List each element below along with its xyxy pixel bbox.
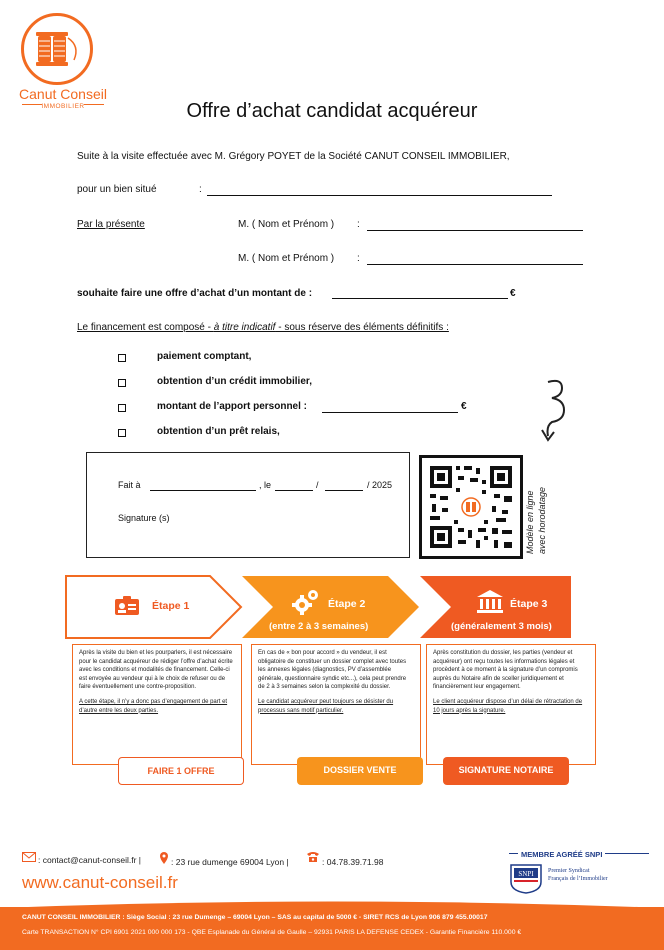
svg-text:SNPI: SNPI — [518, 870, 534, 878]
option-apport: montant de l’apport personnel : — [157, 401, 308, 412]
name-field-2[interactable] — [367, 264, 583, 265]
day-field[interactable] — [275, 490, 313, 491]
step2-box — [251, 644, 421, 765]
name-label-2: M. ( Nom et Prénom ) — [238, 253, 335, 264]
step3-title: Étape 3 — [510, 598, 548, 610]
phone-icon — [306, 851, 320, 862]
intro-text: Suite à la visite effectuée avec M. Grégory POYET de la Société CANUT CONSEIL IMMOBILIER, — [77, 151, 510, 162]
name-colon-1: : — [357, 219, 360, 230]
financement-label: Le financement est composé - à titre indicatif - sous réserve des éléments définitifs : — [77, 322, 449, 333]
step1-note: A cette étape, il n’y a donc pas d’engagement de part et d’autre entre les deux parties. — [79, 698, 228, 714]
date-slash: / — [316, 480, 319, 490]
footer-line1: CANUT CONSEIL IMMOBILIER : Siège Social : 23 rue Dumenge – 69004 Lyon – SAS au capital de 5000 € - SIRET RCS de Lyon 906 879 455.00017 — [22, 914, 488, 921]
step2-text: En cas de « bon pour accord » du vendeur, il est obligatoire de constituer un dossier complet avec toutes les annexes légales (diagnostics, PV d’assemblée générale, questionnaire syndic etc...), cela peut prendre de 2 à 3 semaines selon la complexité du dossier. — [258, 650, 407, 691]
signature-box — [86, 452, 410, 558]
snpi-logo-icon — [510, 864, 542, 894]
step3-text: Après constitution du dossier, les parties (vendeur et acquéreur) ont reçu toutes les informations légales et procèdent à ce moment à la signature d’un compromis auprès du Notaire afin de sceller juridiquement et financièrement leur engagement. — [433, 650, 578, 691]
signature-label: Signature (s) — [118, 513, 170, 523]
year-label: / 2025 — [367, 480, 393, 490]
qr-code-icon — [422, 458, 520, 556]
offre-currency: € — [510, 288, 516, 299]
fait-place-field[interactable] — [150, 490, 256, 491]
dossier-vente-button[interactable]: DOSSIER VENTE — [297, 757, 423, 785]
apport-amount-field[interactable] — [322, 412, 458, 413]
checkbox-apport[interactable] — [118, 404, 126, 412]
step3-subtitle: (généralement 3 mois) — [451, 621, 552, 632]
option-relais: obtention d’un prêt relais, — [157, 426, 280, 437]
gears-icon — [292, 589, 320, 615]
id-card-icon — [114, 596, 140, 616]
bank-icon — [477, 590, 503, 614]
page-title: Offre d’achat candidat acquéreur — [186, 100, 478, 122]
step3-box — [426, 644, 596, 765]
step2-subtitle: (entre 2 à 3 semaines) — [269, 621, 369, 632]
qr-caption-line1: Modèle en ligne — [525, 490, 535, 554]
snpi-line1: Premier Syndicat — [548, 868, 590, 874]
signature-notaire-button[interactable]: SIGNATURE NOTAIRE — [443, 757, 569, 785]
step1-title: Étape 1 — [152, 600, 190, 612]
name-colon-2: : — [357, 253, 360, 264]
curly-arrow-icon — [538, 376, 574, 446]
snpi-line2: Français de l’Immobilier — [548, 876, 608, 882]
qr-code[interactable] — [419, 455, 523, 559]
contact-email[interactable]: : contact@canut-conseil.fr | — [38, 855, 141, 865]
snpi-badge: MEMBRE AGRÉÉ SNPI — [518, 850, 605, 859]
logo — [21, 13, 93, 85]
bien-label: pour un bien situé — [77, 184, 157, 195]
month-field[interactable] — [325, 490, 363, 491]
footer-line2: Carte TRANSACTION N° CPI 6901 2021 000 000 173 - QBE Esplanade du Général de Gaulle – 92931 PARIS LA DEFENSE CEDEX - Garantie Financière 110.000 € — [22, 929, 522, 936]
bien-address-field[interactable] — [207, 195, 552, 196]
le-label: , le — [259, 480, 272, 490]
checkbox-relais[interactable] — [118, 429, 126, 437]
name-field-1[interactable] — [367, 230, 583, 231]
fait-label: Fait à — [118, 480, 141, 490]
bien-colon: : — [199, 184, 202, 195]
qr-side-caption — [520, 464, 580, 554]
step1-box — [72, 644, 242, 765]
name-label-1: M. ( Nom et Prénom ) — [238, 219, 335, 230]
website-link[interactable]: www.canut-conseil.fr — [22, 873, 178, 892]
email-icon — [22, 852, 36, 862]
checkbox-comptant[interactable] — [118, 354, 126, 362]
presente-label: Par la présente — [77, 219, 145, 230]
step1-text: Après la visite du bien et les pourparlers, il est nécessaire pour le candidat acquéreur de rédiger l’offre d’achat écrite avec les conditions et modalités de financement. Celle-ci est envoyée au vendeur qui à le choix de refuser ou de faire éventuellement une contre-proposition. — [79, 650, 233, 691]
step2-title: Étape 2 — [328, 598, 366, 610]
option-credit: obtention d’un crédit immobilier, — [157, 376, 313, 387]
brand-name: Canut Conseil — [19, 86, 107, 102]
qr-caption-line2: avec horodatage — [537, 486, 547, 554]
step3-note: Le client acquéreur dispose d’un délai de rétractation de 10 jours après la signature. — [433, 698, 583, 714]
option-comptant: paiement comptant, — [157, 351, 252, 362]
brand-subtitle: IMMOBILIER — [41, 103, 85, 110]
faire-offre-button[interactable]: FAIRE 1 OFFRE — [118, 757, 244, 785]
contact-address: : 23 rue dumenge 69004 Lyon | — [171, 857, 289, 867]
spools-icon — [24, 16, 90, 82]
apport-currency: € — [461, 401, 467, 412]
offre-label: souhaite faire une offre d’achat d’un montant de : — [77, 288, 313, 299]
footer — [0, 907, 664, 950]
contact-phone[interactable]: : 04.78.39.71.98 — [322, 857, 384, 867]
offre-amount-field[interactable] — [332, 298, 508, 299]
checkbox-credit[interactable] — [118, 379, 126, 387]
location-pin-icon — [160, 852, 168, 864]
step2-note: Le candidat acquéreur peut toujours se désister du processus sans motif particulier. — [258, 698, 394, 714]
